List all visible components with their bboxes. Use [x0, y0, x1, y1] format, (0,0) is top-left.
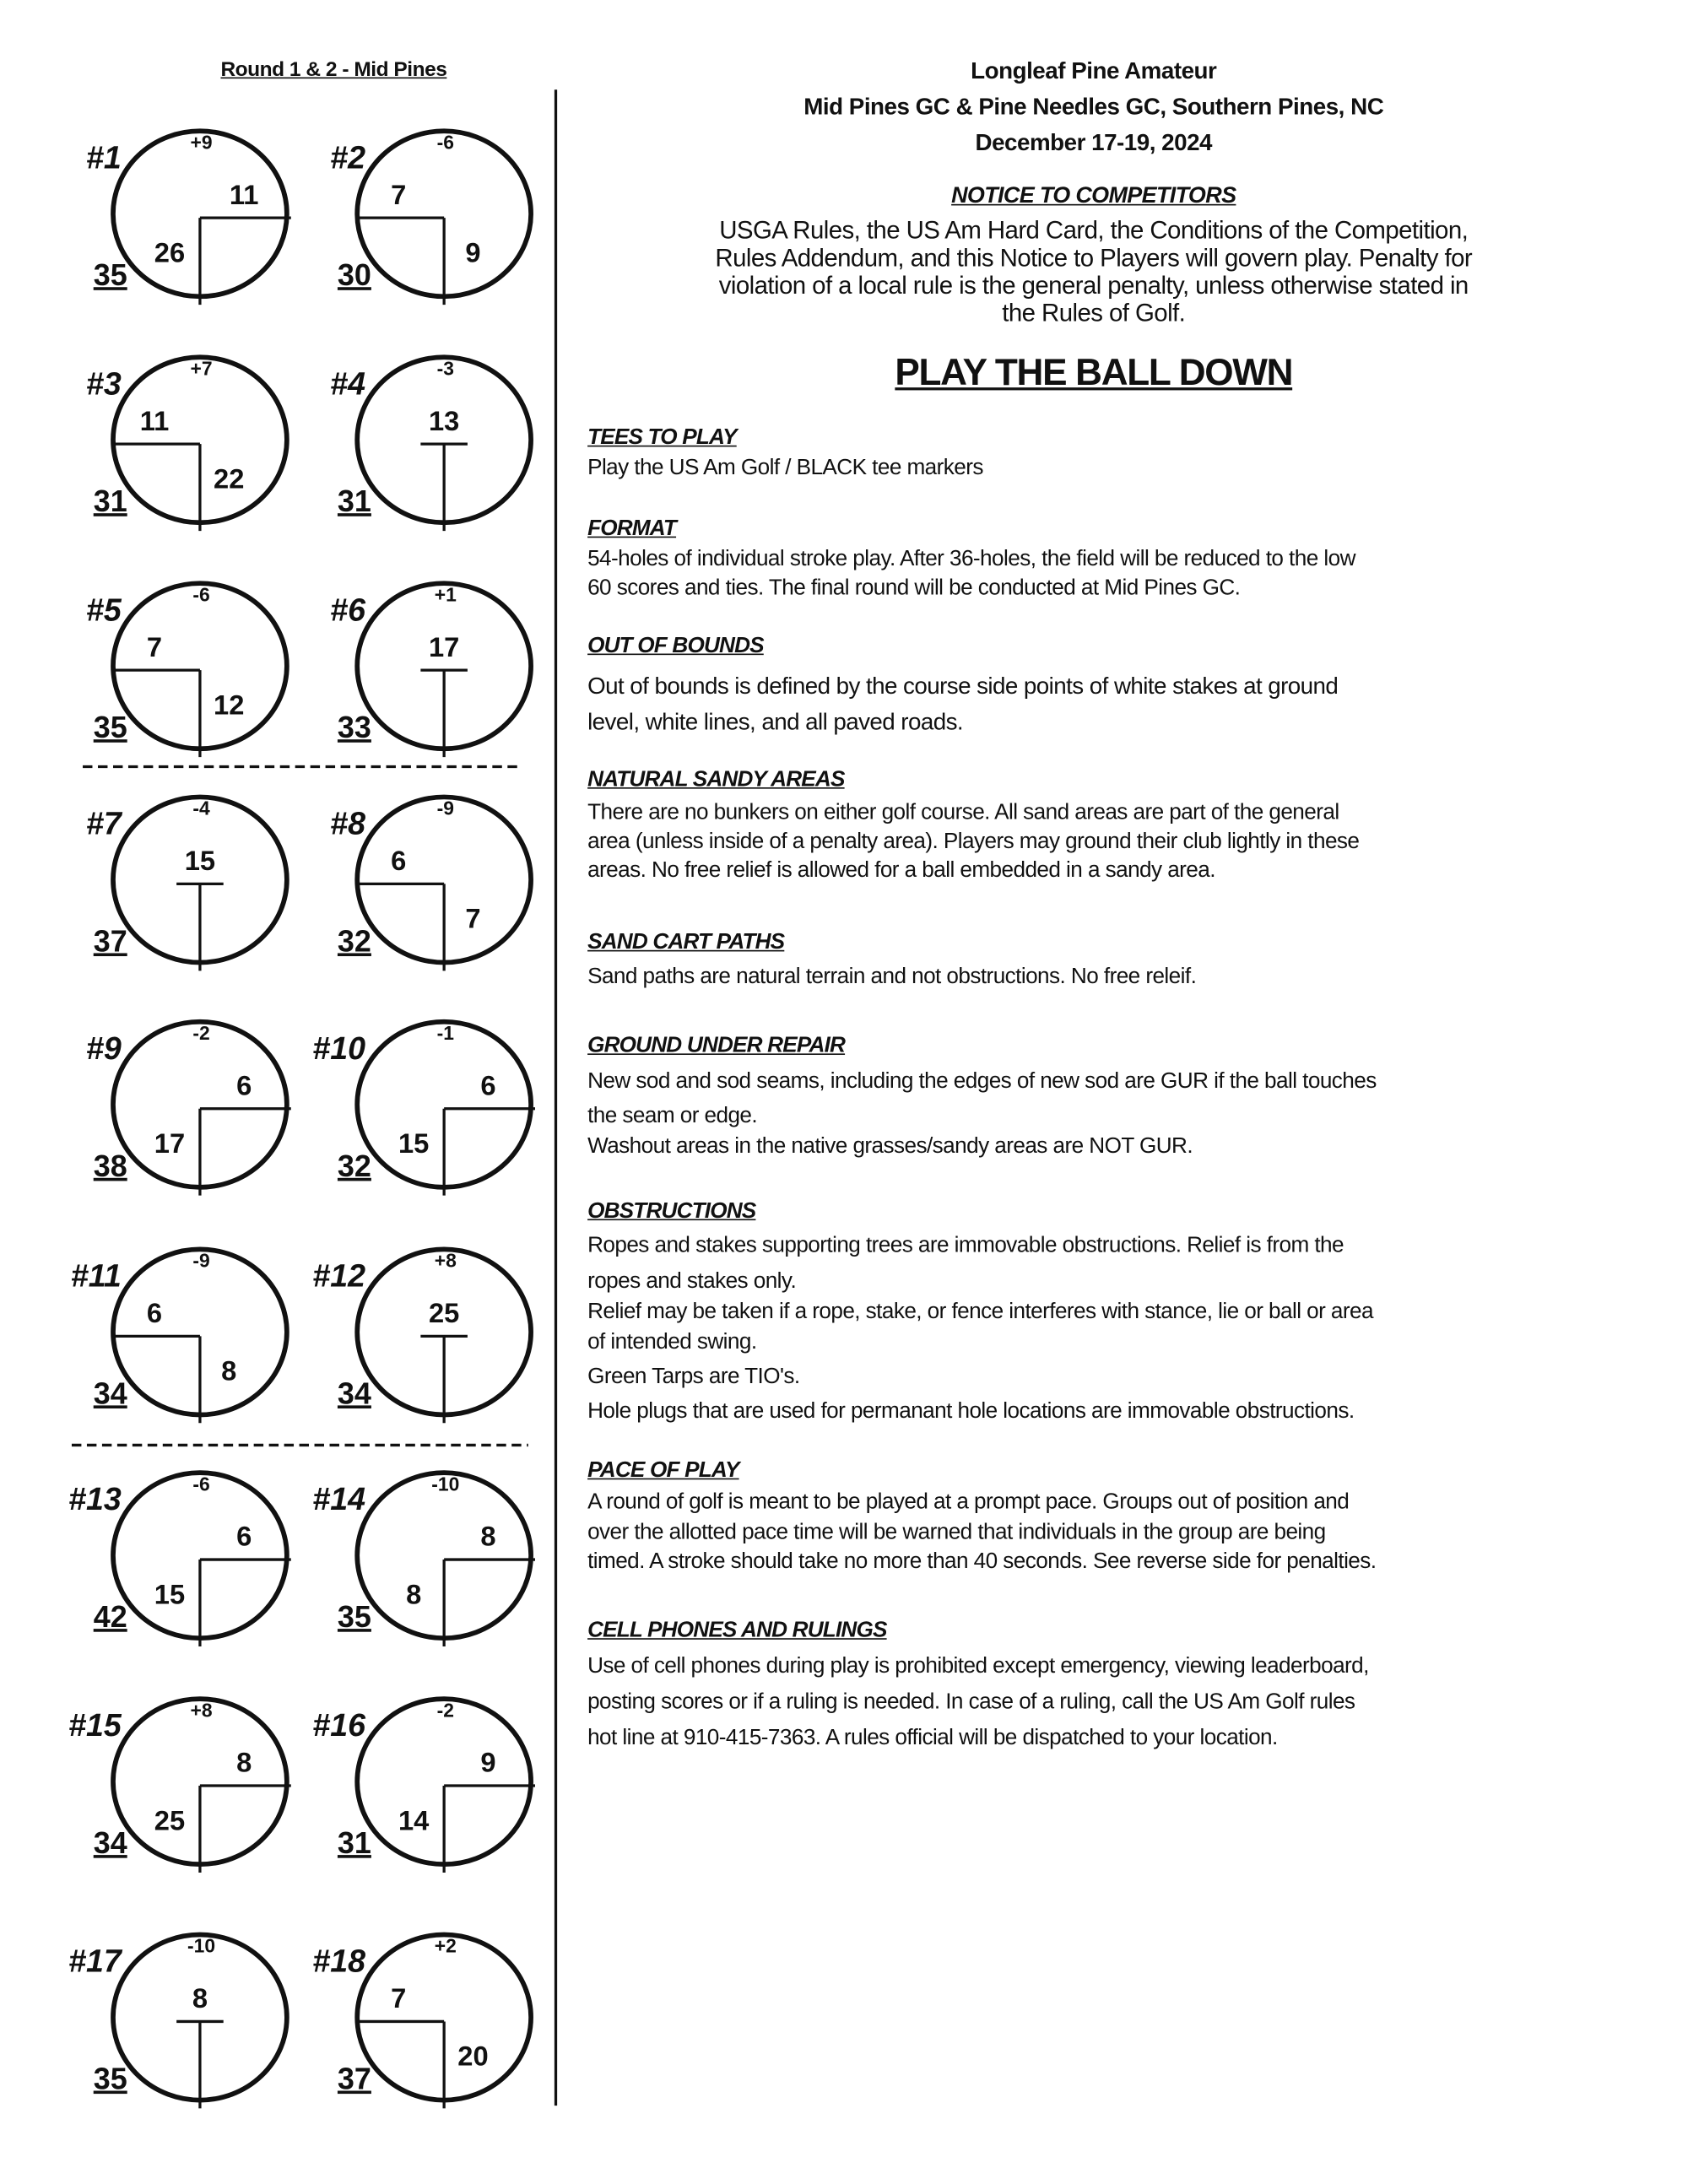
hole-number: #12: [312, 1257, 366, 1294]
section-line: the seam or edge.: [587, 1104, 758, 1128]
pin-depth-change: -3: [436, 357, 454, 380]
section-title: OUT OF BOUNDS: [587, 634, 764, 658]
pin-from-front: 17: [154, 1127, 186, 1160]
pin-depth-change: +8: [190, 1699, 213, 1722]
section-line: Use of cell phones during play is prohibited except emergency, viewing leaderboard,: [587, 1654, 1369, 1679]
pin-depth-change: -6: [436, 131, 454, 154]
pin-depth-change: +1: [434, 583, 457, 606]
pin-depth-change: -10: [431, 1473, 460, 1495]
hole-number: #3: [85, 365, 122, 402]
pin-from-front: 20: [457, 2040, 489, 2072]
pin-from-right: 9: [480, 1746, 496, 1778]
pin-from-front: 25: [154, 1804, 186, 1836]
pin-from-front: 8: [192, 1982, 208, 2014]
section-line: ropes and stakes only.: [587, 1269, 797, 1294]
pin-from-right: 6: [236, 1520, 252, 1552]
event-dates: December 17-19, 2024: [975, 129, 1213, 156]
section-title: FORMAT: [587, 516, 677, 541]
pin-depth-change: -4: [192, 797, 210, 819]
section-title: SAND CART PATHS: [587, 930, 785, 954]
pin-from-front: 15: [398, 1127, 430, 1160]
pin-from-right: 6: [236, 1069, 252, 1101]
section-title: NATURAL SANDY AREAS: [587, 768, 845, 792]
hole-number: #4: [330, 365, 366, 402]
green-depth: 31: [93, 484, 127, 519]
section-title: TEES TO PLAY: [587, 425, 737, 450]
section-line: Ropes and stakes supporting trees are immovable obstructions. Relief is from the: [587, 1234, 1344, 1258]
pin-from-left: 7: [391, 178, 407, 210]
section-line: 60 scores and ties. The final round will be conducted at Mid Pines GC.: [587, 576, 1241, 600]
notice-line: Rules Addendum, and this Notice to Players will govern play. Penalty for: [715, 244, 1473, 272]
pin-depth-change: -6: [192, 583, 210, 606]
section-line: New sod and sod seams, including the edges of new sod are GUR if the ball touches: [587, 1069, 1377, 1094]
pin-from-front: 15: [184, 845, 216, 877]
section-line: area (unless inside of a penalty area). Players may ground their club lightly in these: [587, 830, 1360, 854]
pin-from-front: 9: [465, 236, 481, 268]
event-venue: Mid Pines GC & Pine Needles GC, Southern Pines, NC: [803, 94, 1384, 121]
pin-from-front: 26: [154, 236, 186, 268]
pin-from-front: 14: [398, 1804, 430, 1836]
pin-depth-change: -2: [436, 1699, 454, 1722]
pin-from-right: 6: [480, 1069, 496, 1101]
hole-number: #2: [330, 139, 366, 176]
play-ball-down-banner: PLAY THE BALL DOWN: [895, 351, 1293, 393]
section-line: Green Tarps are TIO's.: [587, 1365, 800, 1389]
event-name: Longleaf Pine Amateur: [971, 57, 1217, 84]
pin-depth-change: +9: [190, 131, 213, 154]
hole-number: #15: [68, 1707, 122, 1743]
notice-line: violation of a local rule is the general penalty, unless otherwise stated in: [718, 271, 1469, 300]
notice-title: NOTICE TO COMPETITORS: [951, 183, 1236, 208]
pin-from-right: 8: [480, 1520, 496, 1552]
green-depth: 32: [337, 923, 371, 959]
green-depth: 34: [93, 1825, 127, 1861]
section-title: CELL PHONES AND RULINGS: [587, 1619, 887, 1643]
section-line: Relief may be taken if a rope, stake, or fence interferes with stance, lie or ball or area: [587, 1300, 1373, 1324]
pin-from-front: 7: [465, 902, 481, 934]
notice-line: the Rules of Golf.: [1002, 299, 1186, 327]
green-depth: 32: [337, 1148, 371, 1183]
hole-number: #18: [312, 1943, 366, 1979]
pin-from-left: 7: [146, 630, 163, 662]
section-line: 54-holes of individual stroke play. After 36-holes, the field will be reduced to the low: [587, 547, 1355, 571]
pin-depth-change: -2: [192, 1022, 210, 1045]
section-title: OBSTRUCTIONS: [587, 1199, 756, 1224]
section-line: Sand paths are natural terrain and not obstructions. No free releif.: [587, 965, 1197, 989]
section-line: Hole plugs that are used for permanant hole locations are immovable obstructions.: [587, 1399, 1355, 1424]
section-line: Play the US Am Golf / BLACK tee markers: [587, 456, 983, 480]
pin-from-left: 6: [391, 845, 407, 877]
hole-number: #8: [330, 805, 366, 841]
section-line: A round of golf is meant to be played at a prompt pace. Groups out of position and: [587, 1490, 1350, 1515]
green-depth: 37: [337, 2061, 371, 2096]
pin-depth-change: -10: [187, 1934, 216, 1957]
green-depth: 30: [337, 257, 371, 293]
hole-number: #7: [85, 805, 122, 841]
green-depth: 33: [337, 710, 371, 745]
hole-number: #5: [85, 592, 122, 628]
pin-from-front: 15: [154, 1578, 186, 1610]
section-line: Washout areas in the native grasses/sandy areas are NOT GUR.: [587, 1134, 1193, 1159]
section-line: hot line at 910-415-7363. A rules official will be dispatched to your location.: [587, 1726, 1278, 1750]
pin-from-left: 6: [146, 1297, 163, 1329]
hole-number: #13: [68, 1481, 122, 1517]
green-depth: 35: [93, 710, 127, 745]
green-depth: 31: [337, 1825, 371, 1861]
hole-number: #14: [312, 1481, 366, 1517]
green-depth: 35: [93, 2061, 127, 2096]
pin-from-front: 25: [428, 1297, 460, 1329]
green-depth: 38: [93, 1148, 127, 1183]
green-depth: 34: [337, 1376, 371, 1411]
section-line: areas. No free relief is allowed for a ball embedded in a sandy area.: [587, 858, 1215, 883]
pin-depth-change: -1: [436, 1022, 454, 1045]
green-depth: 37: [93, 923, 127, 959]
pin-depth-change: +2: [434, 1934, 457, 1957]
section-title: PACE OF PLAY: [587, 1458, 739, 1483]
section-line: of intended swing.: [587, 1330, 757, 1354]
section-line: over the allotted pace time will be warned that individuals in the group are being: [587, 1521, 1326, 1545]
pin-from-left: 7: [391, 1982, 407, 2014]
hole-number: #9: [85, 1030, 122, 1066]
section-line: There are no bunkers on either golf course. All sand areas are part of the general: [587, 801, 1339, 825]
pin-depth-change: +7: [190, 357, 213, 380]
pin-depth-change: -9: [192, 1249, 210, 1272]
green-depth: 31: [337, 484, 371, 519]
green-depth: 35: [337, 1599, 371, 1635]
section-title: GROUND UNDER REPAIR: [587, 1034, 846, 1058]
green-depth: 42: [93, 1599, 127, 1635]
notice-body: [587, 217, 1599, 327]
pin-from-front: 12: [214, 689, 245, 721]
pin-from-front: 22: [214, 462, 245, 495]
hole-number: #17: [68, 1943, 122, 1979]
notice-line: USGA Rules, the US Am Hard Card, the Conditions of the Competition,: [719, 216, 1469, 245]
hole-number: #11: [70, 1257, 122, 1294]
section-line: Out of bounds is defined by the course side points of white stakes at ground: [587, 673, 1339, 700]
pin-from-right: 8: [236, 1746, 252, 1778]
pin-depth-change: -6: [192, 1473, 210, 1495]
pin-from-right: 11: [229, 178, 259, 210]
pin-from-front: 8: [221, 1354, 237, 1387]
pin-from-front: 17: [428, 630, 460, 662]
hole-number: #16: [312, 1707, 366, 1743]
section-line: timed. A stroke should take no more than 40 seconds. See reverse side for penalties.: [587, 1549, 1377, 1574]
hole-number: #1: [85, 139, 122, 176]
pin-from-front: 8: [406, 1578, 422, 1610]
round-title: Round 1 & 2 - Mid Pines: [220, 57, 447, 82]
green-depth: 34: [93, 1376, 127, 1411]
hole-number: #10: [312, 1030, 366, 1066]
pin-depth-change: -9: [436, 797, 454, 819]
pin-depth-change: +8: [434, 1249, 457, 1272]
pin-from-front: 13: [428, 404, 460, 436]
pin-from-left: 11: [139, 404, 170, 436]
green-depth: 35: [93, 257, 127, 293]
section-line: level, white lines, and all paved roads.: [587, 708, 964, 735]
hole-number: #6: [330, 592, 366, 628]
section-line: posting scores or if a ruling is needed. In case of a ruling, call the US Am Golf rules: [587, 1690, 1355, 1715]
